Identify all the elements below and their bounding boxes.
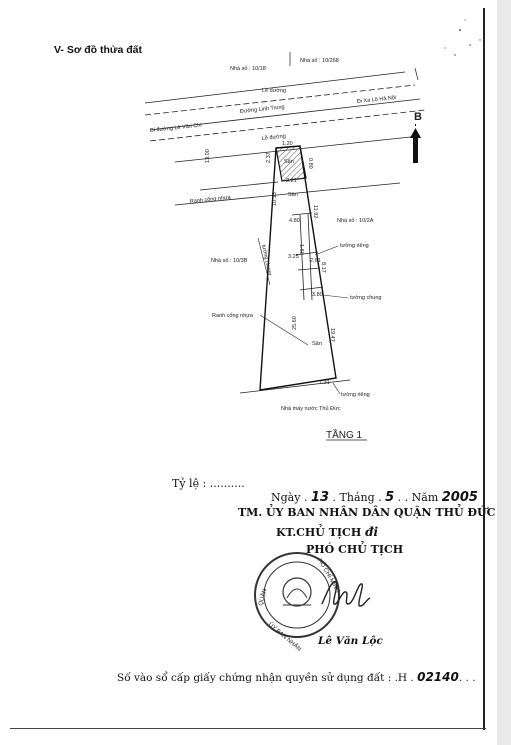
org-line2-text: KT.CHỦ TỊCH: [276, 526, 362, 539]
dim-house-d: 3.80: [312, 292, 323, 298]
neighbor-right: Nhà số : 10/2A: [337, 218, 374, 224]
lot-top-right-label: Nhà số : 10/268: [300, 58, 339, 64]
dim-front-width: 3.21: [286, 178, 297, 184]
private-wall-top: tường riêng: [340, 243, 369, 249]
scale-label: Tỷ lệ : ..........: [172, 477, 245, 490]
signing-date: [271, 490, 478, 505]
dim-top-width: 1.20: [282, 141, 293, 147]
org-line2-hand: đi: [365, 525, 379, 539]
seal-text-right: HỒ CHÍ MINH: [316, 558, 341, 594]
dim-left-b: 25.60: [292, 316, 298, 330]
certificate-number-line: [117, 670, 476, 684]
dim-left-a: 10.13: [272, 192, 278, 206]
dim-right-front: 0.80: [307, 158, 313, 169]
floor-label: TẦNG 1: [326, 430, 363, 441]
bottom-street: [240, 380, 350, 393]
date-day: 13: [310, 490, 330, 505]
street-le-duong-bottom: Lề đường: [261, 133, 287, 142]
dim-right-c: 19.47: [329, 328, 335, 342]
cert-prefix: Số vào sổ cấp giấy chứng nhận quyền sử dụng đất : .H .: [117, 672, 418, 684]
dim-bottom-width: 7.31: [319, 380, 330, 386]
street-le-duong-top: Lề đường: [262, 88, 287, 94]
dim-house-b: 3.25: [288, 254, 299, 260]
section-title: V- Sơ đồ thửa đất: [54, 44, 142, 56]
dim-left-front: 2.37: [266, 152, 272, 163]
shared-wall: tường chung: [350, 295, 382, 301]
north-arrow: [410, 124, 421, 163]
label-san-top: Sân: [284, 159, 294, 165]
lot-top-left-label: Nhà số : 10/18: [230, 66, 266, 72]
water-plant: Nhà máy nước Thủ Đức: [281, 406, 341, 412]
label-san-bottom: Sân: [312, 341, 322, 347]
date-month: 5: [385, 490, 395, 505]
dim-left-far: 13.00: [205, 149, 211, 163]
direction-le-van-chi: Đi đường Lê Văn Chí: [149, 122, 203, 134]
boundary-drain-lower: Ranh cống nhựa: [212, 313, 253, 319]
dim-house-a: 4.80: [289, 218, 300, 224]
direction-xa-lo-ha-noi: Đi Xa Lộ Hà Nội: [356, 94, 397, 105]
cert-number: 02140: [417, 670, 459, 684]
dim-right-a: 11.92: [312, 205, 318, 219]
signer-name: Lê Văn Lộc: [318, 635, 383, 647]
dim-right-b: 8.17: [320, 262, 326, 273]
north-letter: B: [414, 111, 422, 123]
org-line1: TM. ỦY BAN NHÂN DÂN QUẬN THỦ ĐỨC: [238, 506, 496, 519]
label-san-middle: Sân: [288, 192, 298, 198]
cert-suffix: . . .: [458, 672, 476, 684]
seal-text-bottom: ỦY BAN NHÂN: [266, 621, 302, 653]
neighbor-left: Nhà số : 10/3B: [211, 258, 248, 264]
date-year: 2005: [441, 490, 478, 505]
dim-house-c: 2.61: [310, 258, 321, 264]
boundary-drain: Ranh cống nhựa: [189, 194, 231, 205]
seal-text-left: QUẬN: [258, 588, 269, 607]
lot-dividers: [290, 52, 418, 80]
common-wall-vertical: tường chung: [260, 244, 273, 277]
date-month-prefix: . Tháng .: [329, 491, 386, 504]
dim-house-e: 1.60: [298, 244, 304, 255]
date-prefix: Ngày .: [271, 491, 311, 504]
org-line3: PHÓ CHỦ TỊCH: [306, 543, 404, 556]
scan-specks: [444, 19, 480, 55]
private-wall-bottom: tường riêng: [341, 392, 370, 398]
date-year-prefix: . . Năm: [394, 491, 442, 504]
street-linh-trung: Đường Linh Trung: [239, 104, 285, 115]
org-line2: [276, 525, 378, 539]
